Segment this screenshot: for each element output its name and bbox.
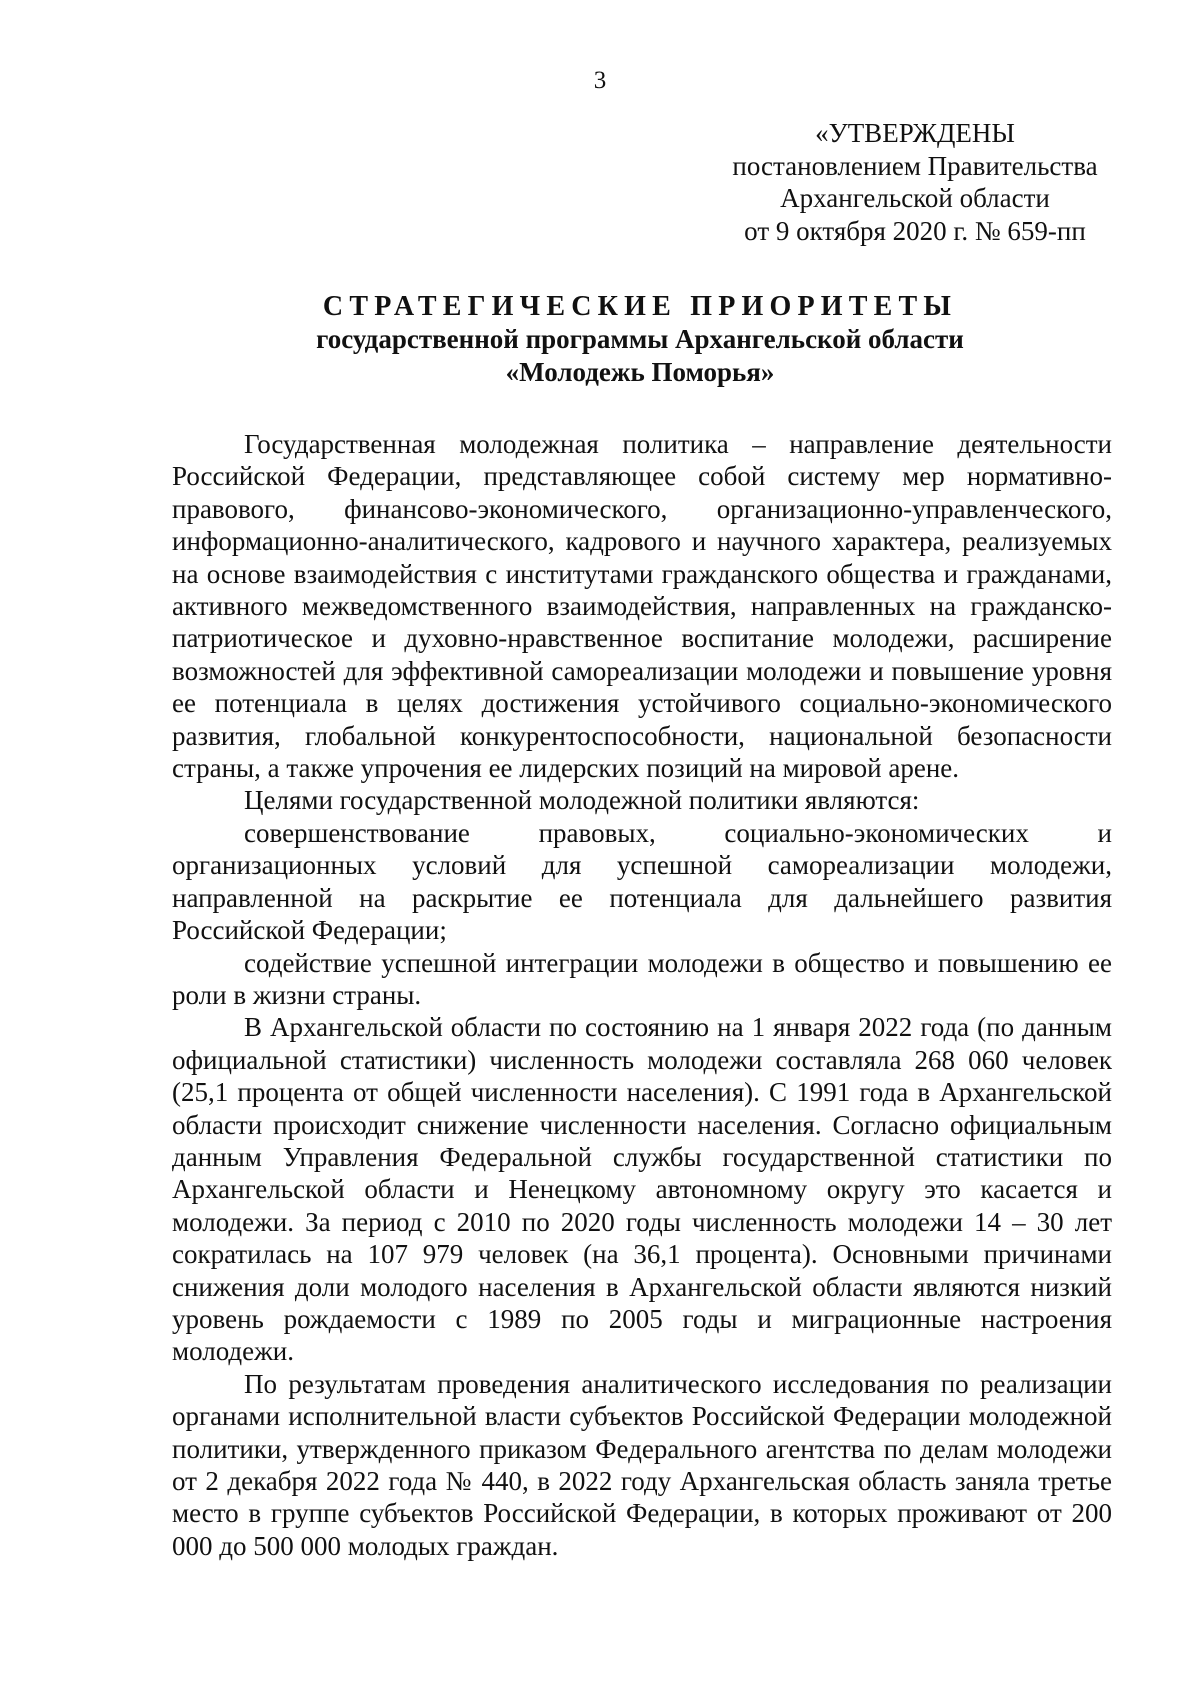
title-main: СТРАТЕГИЧЕСКИЕ ПРИОРИТЕТЫ <box>322 291 958 322</box>
page-number: 3 <box>593 67 607 94</box>
title-program-name: «Молодежь Поморья» <box>505 357 775 387</box>
paragraph: Государственная молодежная политика – направление деятельности Российской Федерации, представляющее собой систему мер нормативно-правового, финансово-экономического, организационно-управленческого, информационно-аналитического, кадрового и научного характера, реализуемых на основе взаимодействия с институтами гражданского общества и гражданами, активного межведомственного взаимодействия, направленных на гражданско-патриотическое и духовно-нравственное воспитание молодежи, расширение возможностей для эффективной самореализации молодежи и повышение уровня ее потенциала в целях достижения устойчивого социально-экономического развития, глобальной конкурентоспособности, национальной безопасности страны, а также упрочения ее лидерских позиций на мировой арене. <box>172 429 1112 784</box>
paragraph: содействие успешной интеграции молодежи в общество и повышению ее роли в жизни страны. <box>172 947 1112 1010</box>
paragraph: Целями государственной молодежной политики являются: <box>244 785 920 816</box>
paragraph: По результатам проведения аналитического исследования по реализации органами исполнительной власти субъектов Российской Федерации молодежной политики, утвержденного приказом Федерального агентства по делам молодежи от 2 декабря 2022 года № 440, в 2022 году Архангельская область заняла третье место в группе субъектов Российской Федерации, в которых проживают от 200 000 до 500 000 молодых граждан. <box>172 1368 1112 1561</box>
document-title <box>170 290 1110 389</box>
document-body <box>172 428 1112 1562</box>
paragraph: совершенствование правовых, социально-экономических и организационных условий для успешной самореализации молодежи, направленной на раскрытие ее потенциала для дальнейшего развития Российской Федерации; <box>172 817 1112 946</box>
approval-line: «УТВЕРЖДЕНЫ <box>815 118 1015 148</box>
approval-stamp <box>700 117 1130 247</box>
title-subtitle: государственной программы Архангельской области <box>316 324 964 354</box>
approval-line: от 9 октября 2020 г. № 659-пп <box>744 215 1086 246</box>
approval-line: постановлением Правительства <box>732 150 1098 181</box>
paragraph: В Архангельской области по состоянию на 1 января 2022 года (по данным официальной статистики) численность молодежи составляла 268 060 человек (25,1 процента от общей численности населения). С 1991 года в Архангельской области происходит снижение численности населения. Согласно официальным данным Управления Федеральной службы государственной статистики по Архангельской области и Ненецкому автономному округу это касается и молодежи. За период с 2010 по 2020 годы численность молодежи 14 – 30 лет сократилась на 107 979 человек (на 36,1 процента). Основными причинами снижения доли молодого населения в Архангельской области являются низкий уровень рождаемости с 1989 по 2005 годы и миграционные настроения молодежи. <box>172 1012 1112 1367</box>
approval-line: Архангельской области <box>780 183 1050 213</box>
